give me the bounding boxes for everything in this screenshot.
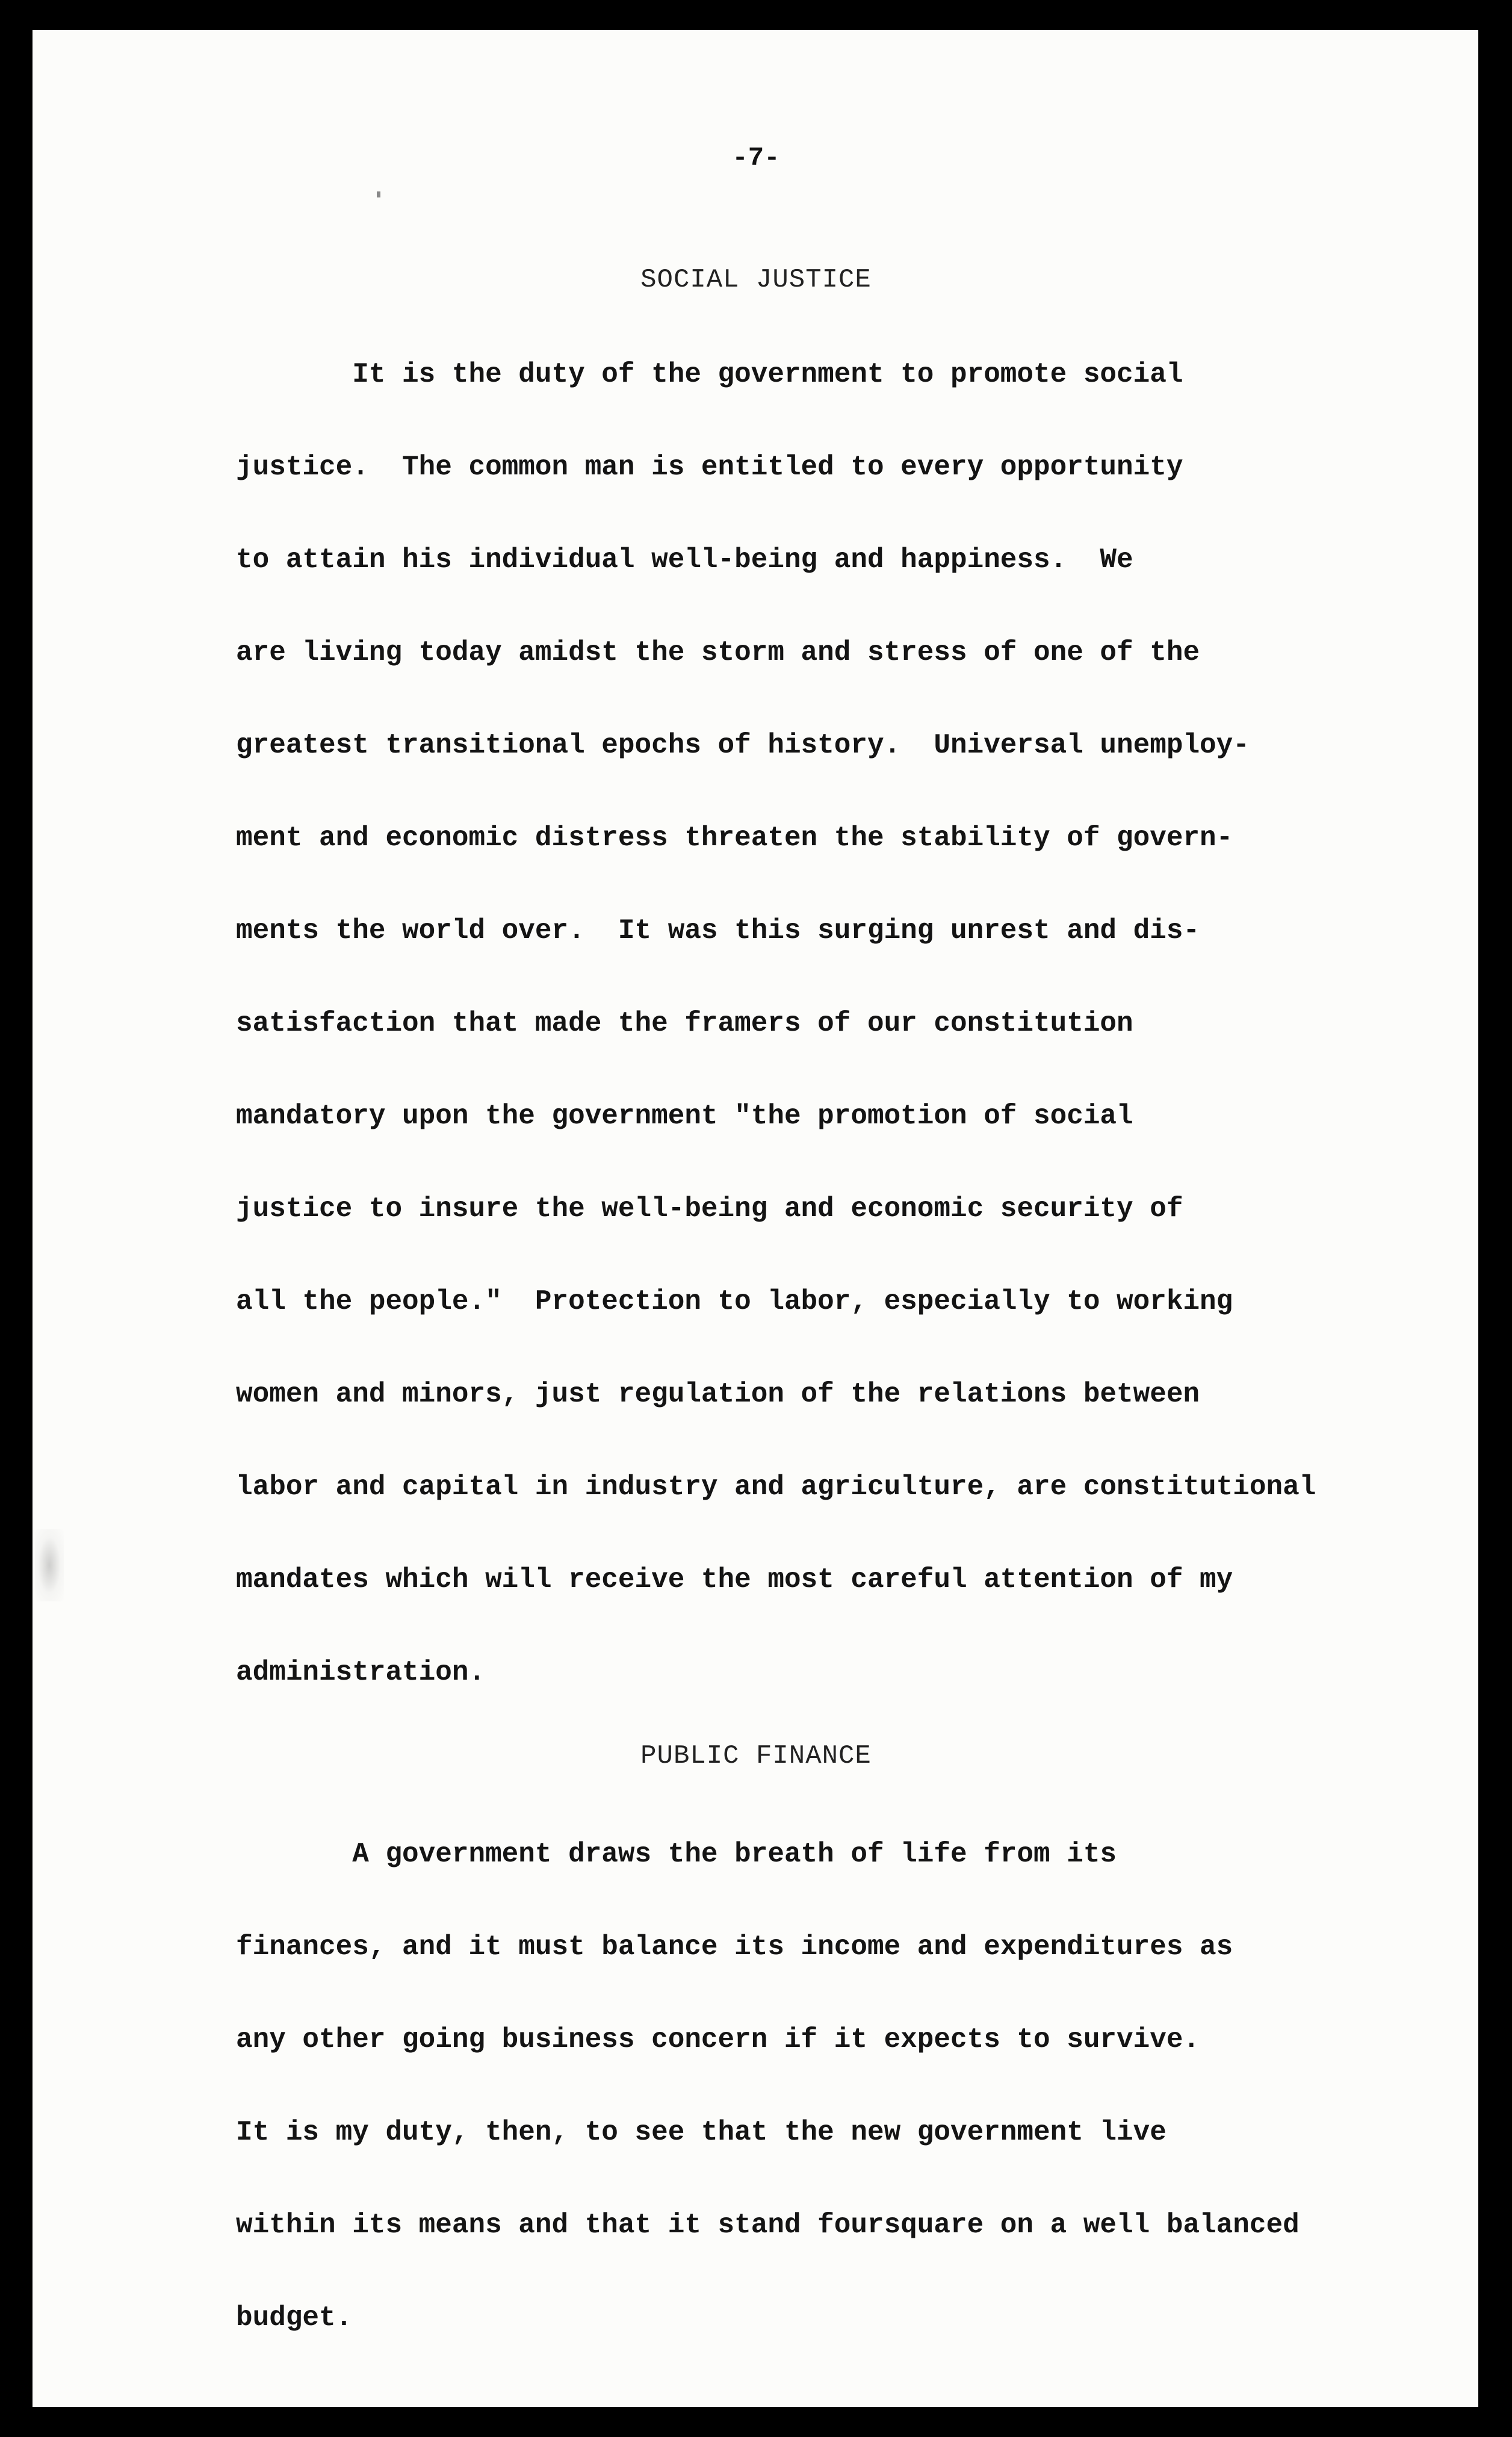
paragraph-social-justice bbox=[236, 328, 1428, 1719]
section-heading-public-finance: PUBLIC FINANCE bbox=[640, 1741, 872, 1771]
text-line: all the people." Protection to labor, especially to working bbox=[236, 1286, 1233, 1317]
text-line: It is my duty, then, to see that the new government live bbox=[236, 2117, 1167, 2148]
paragraph-public-finance bbox=[236, 1808, 1428, 2364]
text-line: justice. The common man is entitled to every opportunity bbox=[236, 452, 1183, 483]
scan-mark bbox=[377, 191, 380, 197]
text-line: labor and capital in industry and agriculture, are constitutional bbox=[236, 1471, 1316, 1503]
section-heading-social-justice: SOCIAL JUSTICE bbox=[640, 265, 872, 295]
text-line: ment and economic distress threaten the stability of govern- bbox=[236, 822, 1233, 854]
text-line: budget. bbox=[236, 2302, 353, 2333]
text-line: ments the world over. It was this surging unrest and dis- bbox=[236, 915, 1200, 946]
text-line: greatest transitional epochs of history. Universal unemploy- bbox=[236, 730, 1250, 761]
text-line: A government draws the breath of life from its bbox=[236, 1839, 1117, 1870]
text-line: It is the duty of the government to promote social bbox=[236, 359, 1183, 390]
scan-smudge bbox=[35, 1529, 64, 1601]
text-line: mandates which will receive the most careful attention of my bbox=[236, 1564, 1233, 1595]
text-line: mandatory upon the government "the promotion of social bbox=[236, 1101, 1133, 1132]
text-line: any other going business concern if it expects to survive. bbox=[236, 2024, 1200, 2055]
text-line: to attain his individual well-being and happiness. We bbox=[236, 544, 1133, 576]
text-line: finances, and it must balance its income and expenditures as bbox=[236, 1931, 1233, 1963]
text-line: satisfaction that made the framers of our constitution bbox=[236, 1008, 1133, 1039]
page-number: -7- bbox=[732, 143, 780, 173]
text-line: justice to insure the well-being and economic security of bbox=[236, 1193, 1183, 1225]
text-line: women and minors, just regulation of the relations between bbox=[236, 1379, 1200, 1410]
text-line: administration. bbox=[236, 1657, 486, 1688]
text-line: are living today amidst the storm and stress of one of the bbox=[236, 637, 1200, 668]
text-line: within its means and that it stand foursquare on a well balanced bbox=[236, 2209, 1300, 2241]
